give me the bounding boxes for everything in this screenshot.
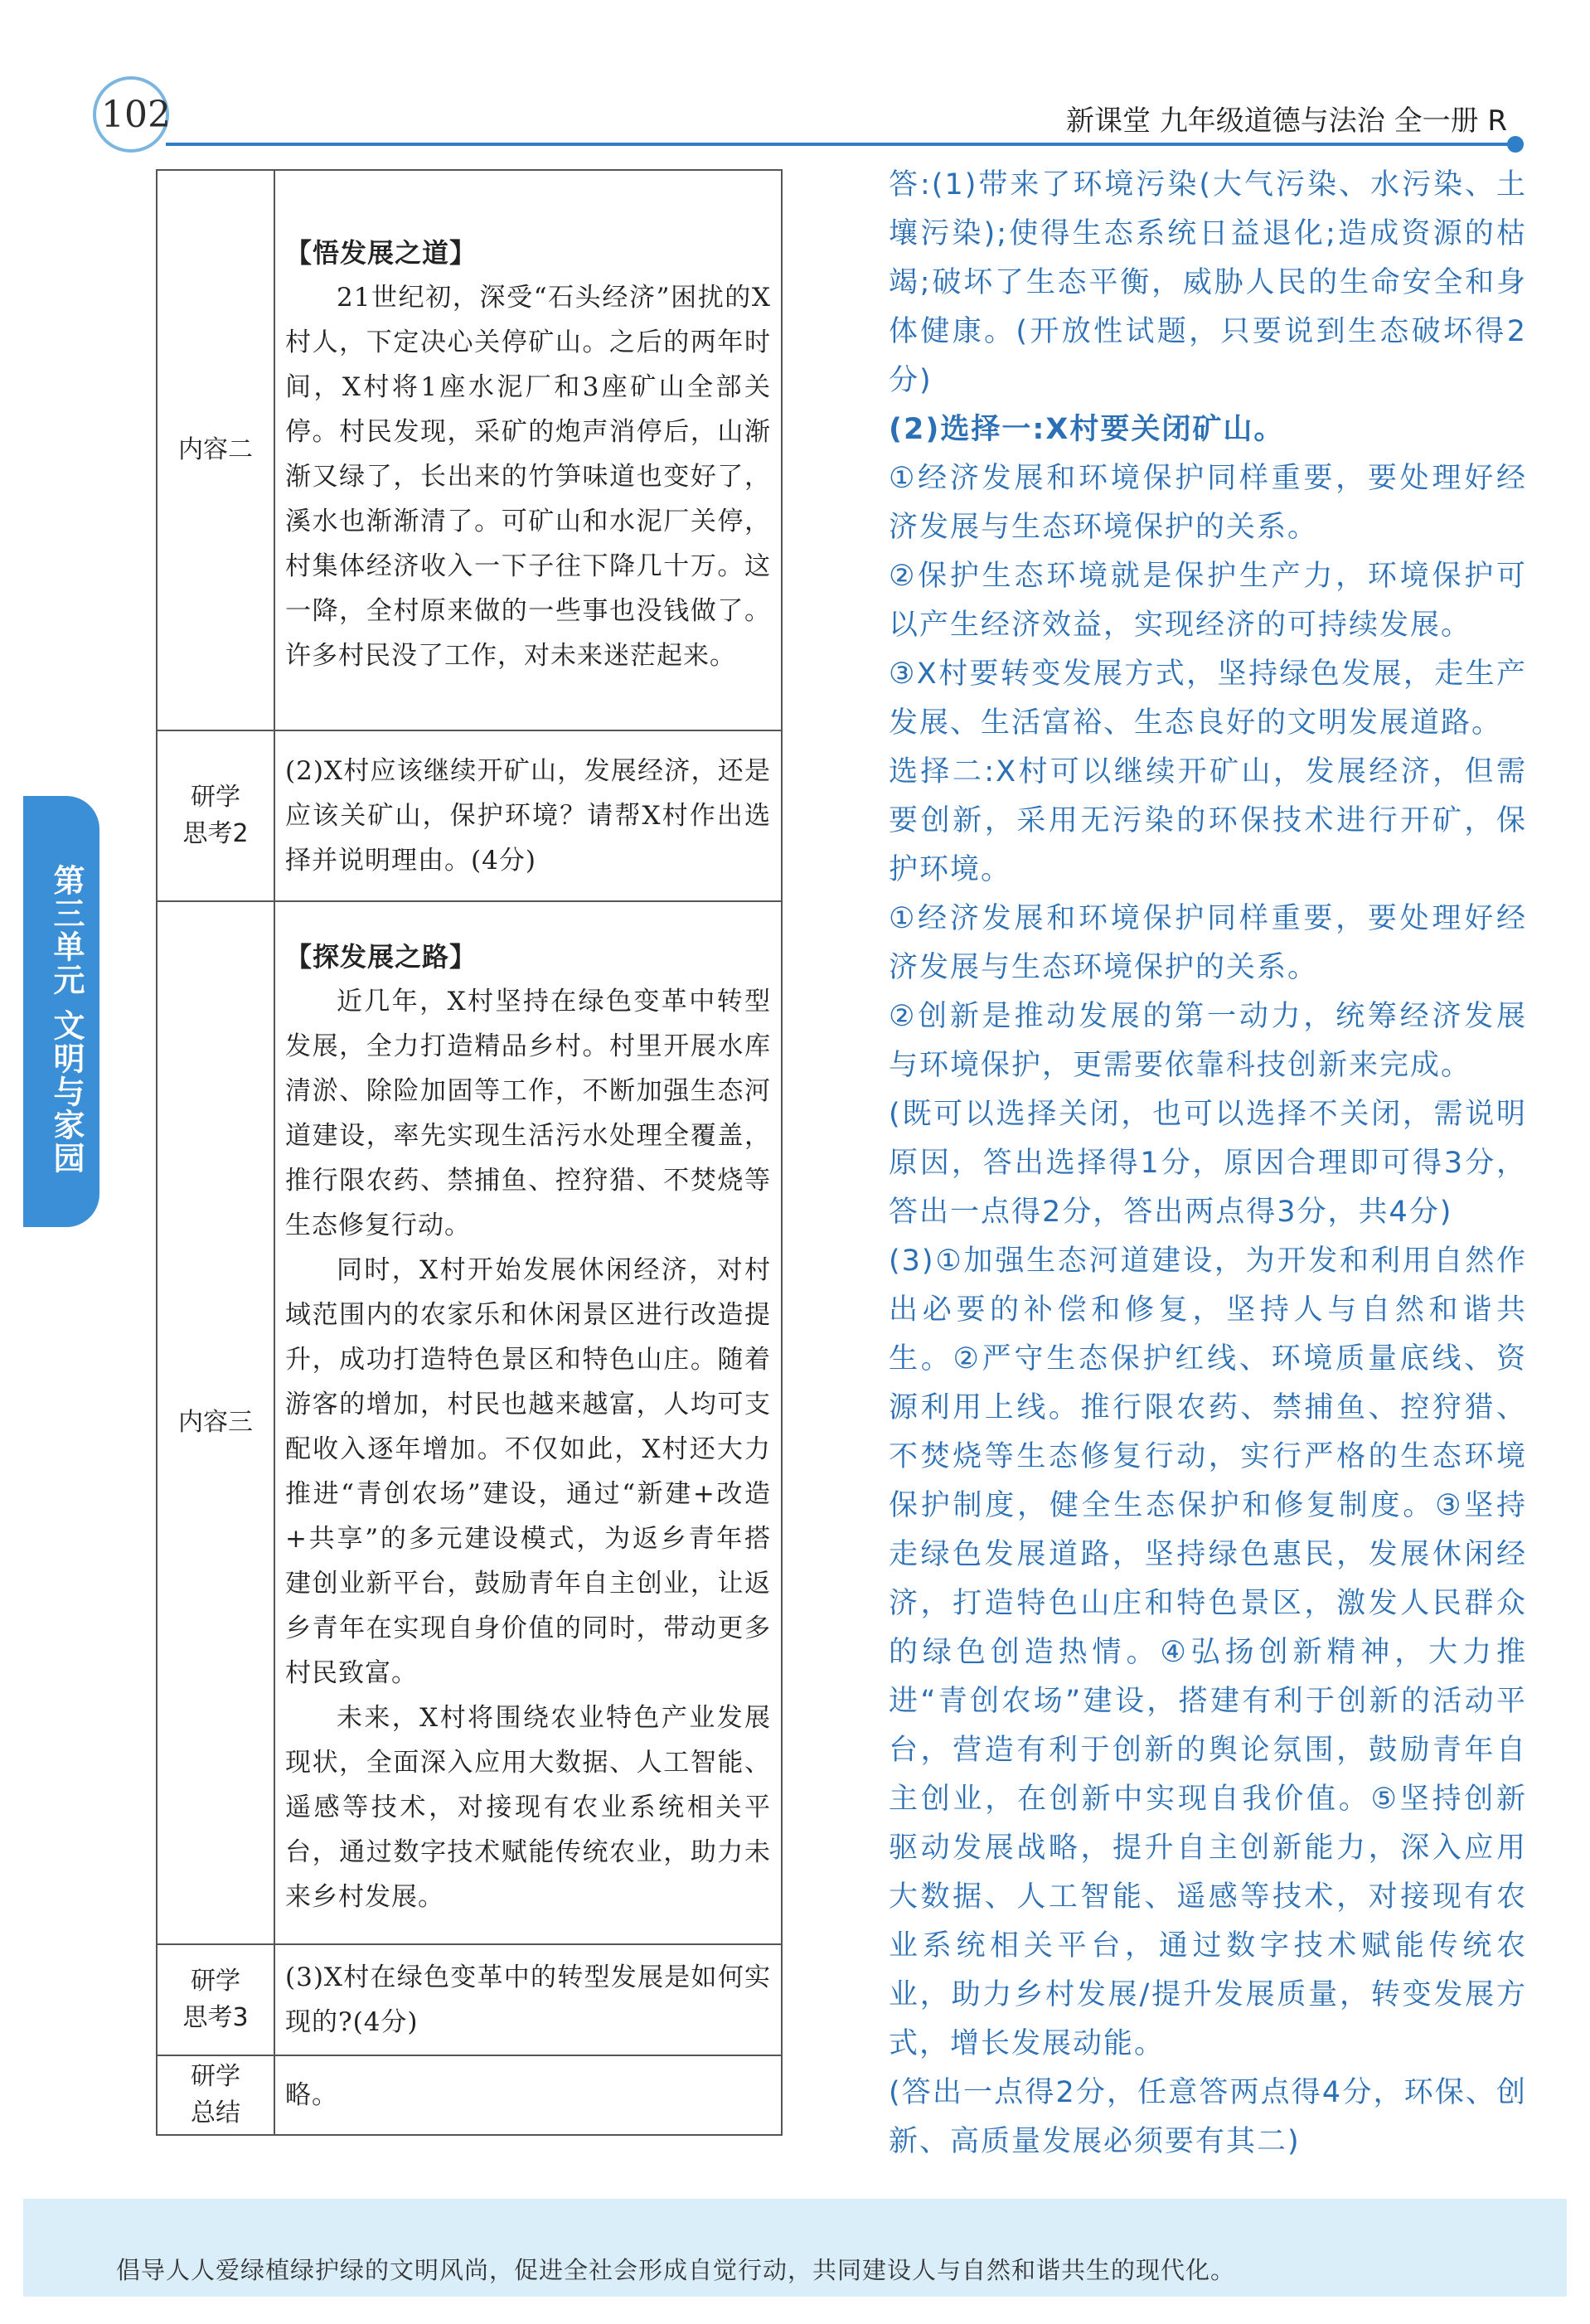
answer-2-point: ②保护生态环境就是保护生产力，环境保护可以产生经济效益，实现经济的可持续发展。 [889,560,1527,642]
content3-paragraph: 未来，X村将围绕农业特色产业发展现状，全面深入应用大数据、人工智能、遥感等技术，对接现有农业系统相关平台，通过数字技术赋能传统农业，助力未来乡村发展。 [285,1703,771,1912]
row-label-line: 思考2 [182,819,249,848]
section-title: 【探发展之路】 [285,941,477,973]
answer-column [889,161,1527,2166]
row-label-line: 研学 [191,2062,240,2091]
row-label-think2 [157,730,274,901]
row-label-line: 研学 [191,783,240,812]
row-label-text: 内容三 [178,1408,253,1437]
summary-cell [274,2055,782,2135]
study-table [156,169,783,2136]
answer-2-choice1: (2)选择一:X村要关闭矿山。 [889,413,1285,446]
answer-3: (3)①加强生态河道建设，为开发和利用自然作出必要的补偿和修复，坚持人与自然和谐共生。②严守生态保护红线、环境质量底线、资源利用上线。推行限农药、禁捕鱼、控狩猎、不焚烧等生态修复行动，实行严格的生态环境保护制度，健全生态保护和修复制度。③坚持走绿色发展道路，坚持绿色惠民，发展休闲经济，打造特色山庄和特色景区，激发人民群众的绿色创造热情。④弘扬创新精神，大力推进“青创农场”建设，搭建有利于创新的活动平台，营造有利于创新的舆论氛围，鼓励青年自主创业，在创新中实现自我价值。⑤坚持创新驱动发展战略，提升自主创新能力，深入应用大数据、人工智能、遥感等技术，对接现有农业系统相关平台，通过数字技术赋能传统农业，助力乡村发展/提升发展质量，转变发展方式，增长发展动能。 [889,1244,1527,2060]
header-divider [166,143,1510,146]
answer-2-choice2: 选择二:X村可以继续开矿山，发展经济，但需要创新，采用无污染的环保技术进行开矿，保护环境。 [889,755,1527,886]
answer-2-point: ③X村要转变发展方式，坚持绿色发展，走生产发展、生活富裕、生态良好的文明发展道路。 [889,657,1527,740]
content2-paragraph: 21世纪初，深受“石头经济”困扰的X村人，下定决心关停矿山。之后的两年时间，X村将1座水泥厂和3座矿山全部关停。村民发现，采矿的炮声消停后，山渐渐又绿了，长出来的竹笋味道也变好了，溪水也渐渐清了。可矿山和水泥厂关停，村集体经济收入一下子往下降几十万。这一降，全村原来做的一些事也没钱做了。许多村民没了工作，对未来迷茫起来。 [285,283,771,671]
table-row [157,170,782,730]
footer-slogan: 倡导人人爱绿植绿护绿的文明风尚，促进全社会形成自觉行动，共同建设人与自然和谐共生的现代化。 [116,2256,1236,2284]
answer-2-point: ①经济发展和环境保护同样重要，要处理好经济发展与生态环境保护的关系。 [889,902,1527,984]
table-row [157,2055,782,2135]
unit-side-tab-label: 第三单元 文明与家园 [48,864,85,1176]
content2-cell [274,170,782,730]
think3-question: (3)X村在绿色变革中的转型发展是如何实现的?(4分) [285,1963,771,2037]
table-row [157,730,782,901]
row-label-text: 内容二 [178,435,253,464]
row-label-content3 [157,901,274,1944]
content3-paragraph: 同时，X村开始发展休闲经济，对村域范围内的农家乐和休闲景区进行改造提升，成功打造特色景区和特色山庄。随着游客的增加，村民也越来越富，人均可支配收入逐年增加。不仅如此，X村还大力推进“青创农场”建设，通过“新建+改造+共享”的多元建设模式，为返乡青年搭建创业新平台，鼓励青年自主创业，让返乡青年在实现自身价值的同时，带动更多村民致富。 [285,1255,771,1688]
row-label-think3 [157,1944,274,2055]
content3-paragraph: 近几年，X村坚持在绿色变革中转型发展，全力打造精品乡村。村里开展水库清淤、除险加固等工作，不断加强生态河道建设，率先实现生活污水处理全覆盖，推行限农药、禁捕鱼、控狩猎、不焚烧等生态修复行动。 [285,987,771,1240]
answer-2-point: ①经济发展和环境保护同样重要，要处理好经济发展与生态环境保护的关系。 [889,462,1527,544]
answer-2-point: ②创新是推动发展的第一动力，统筹经济发展与环境保护，更需要依靠科技创新来完成。 [889,1000,1527,1082]
page-number: 102 [101,94,171,136]
row-label-line: 研学 [191,1967,240,1996]
summary-text: 略。 [285,2080,338,2110]
book-title: 新课堂 九年级道德与法治 全一册 R [1065,104,1507,138]
section-title: 【悟发展之道】 [285,237,477,269]
row-label-content2 [157,170,274,730]
answer-1: 答:(1)带来了环境污染(大气污染、水污染、土壤污染);使得生态系统日益退化;造成资源的枯竭;破坏了生态平衡，威胁人民的生命安全和身体健康。(开放性试题，只要说到生态破坏得2分) [889,168,1527,397]
header-dot-icon [1507,136,1524,153]
content3-cell [274,901,782,1944]
think2-question: (2)X村应该继续开矿山，发展经济，还是应该关矿山，保护环境？请帮X村作出选择并说明理由。(4分) [285,756,771,876]
think3-cell [274,1944,782,2055]
table-row [157,1944,782,2055]
think2-cell [274,730,782,901]
row-label-summary [157,2055,274,2135]
table-row [157,901,782,1944]
row-label-line: 思考3 [182,2003,249,2032]
row-label-line: 总结 [191,2098,240,2128]
answer-2-scoring-note: (既可以选择关闭，也可以选择不关闭，需说明原因，答出选择得1分，原因合理即可得3分，答出一点得2分，答出两点得3分，共4分) [889,1098,1527,1229]
answer-3-scoring-note: (答出一点得2分，任意答两点得4分，环保、创新、高质量发展必须要有其二) [889,2076,1527,2158]
